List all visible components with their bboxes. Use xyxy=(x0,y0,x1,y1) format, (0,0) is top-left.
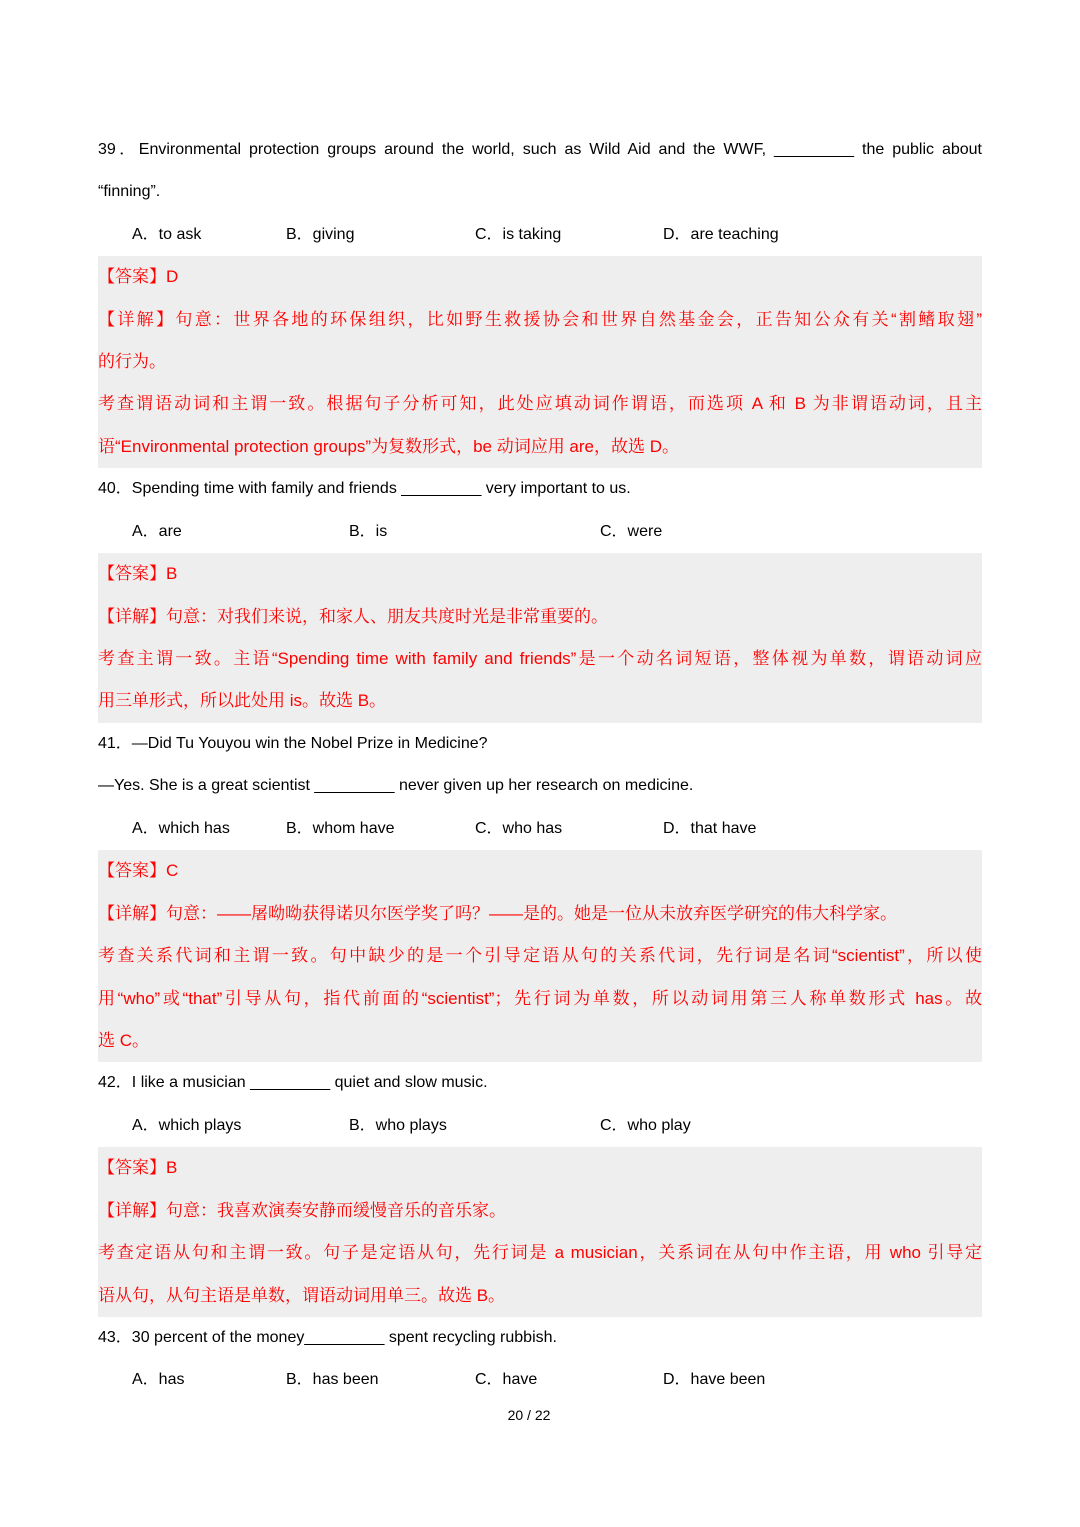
question-42 xyxy=(98,1062,982,1317)
option-b: B．has been xyxy=(286,1371,379,1389)
question-stem: —Yes. She is a great scientist _________ never given up her research on medicine. xyxy=(98,777,694,795)
options-row xyxy=(98,808,982,850)
answer-label: 【答案】B xyxy=(98,1158,178,1178)
answer-label: 【答案】B xyxy=(98,564,178,584)
explanation-line: 【详解】句意：——屠呦呦获得诺贝尔医学奖了吗？——是的。她是一位从未放弃医学研究的伟大科学家。 xyxy=(98,903,897,923)
answer-box xyxy=(98,256,982,468)
explanation-line: 的行为。 xyxy=(98,351,166,371)
question-stem: 40．Spending time with family and friends _________ very important to us. xyxy=(98,480,631,498)
question-stem: 39．Environmental protection groups around the world, such as Wild Aid and the WWF, _________ the public about xyxy=(98,140,982,158)
question-stem: 43．30 percent of the money_________ spent recycling rubbish. xyxy=(98,1329,557,1347)
explanation-line: 选 C。 xyxy=(98,1030,149,1050)
option-c: C．who has xyxy=(475,819,563,837)
option-c: C．have xyxy=(475,1371,538,1389)
option-a: A．are xyxy=(132,522,182,540)
question-stem: 42．I like a musician _________ quiet and slow music. xyxy=(98,1074,488,1092)
option-d: D．have been xyxy=(663,1371,766,1389)
answer-box xyxy=(98,850,982,1062)
options-row xyxy=(98,1105,982,1147)
answer-label: 【答案】D xyxy=(98,267,179,287)
explanation-line: 考查定语从句和主谓一致。句子是定语从句，先行词是 a musician，关系词在从句中作主语，用 who 引导定 xyxy=(98,1243,982,1263)
option-a: A．which has xyxy=(132,819,230,837)
option-c: C．who play xyxy=(600,1116,691,1134)
explanation-line: 【详解】句意：对我们来说，和家人、朋友共度时光是非常重要的。 xyxy=(98,606,608,626)
option-c: C．were xyxy=(600,522,663,540)
explanation-line: 考查谓语动词和主谓一致。根据句子分析可知，此处应填动词作谓语，而选项 A 和 B 为非谓语动词，且主 xyxy=(98,394,982,414)
answer-box xyxy=(98,1147,982,1317)
explanation-line: 【详解】句意：世界各地的环保组织，比如野生救援协会和世界自然基金会，正告知公众有关“割鳍取翅” xyxy=(98,309,982,329)
options-row xyxy=(98,511,982,553)
option-b: B．giving xyxy=(286,225,355,243)
explanation-line: 语从句，从句主语是单数，谓语动词用单三。故选 B。 xyxy=(98,1285,506,1305)
option-b: B．is xyxy=(349,522,388,540)
answer-box xyxy=(98,553,982,723)
explanation-line: 用“who”或“that”引导从句，指代前面的“scientist”；先行词为单数，所以动词用第三人称单数形式 has。故 xyxy=(98,988,982,1008)
question-39 xyxy=(98,129,982,469)
option-c: C．is taking xyxy=(475,225,562,243)
options-row xyxy=(98,214,982,256)
page-number: 20 / 22 xyxy=(507,1407,551,1423)
explanation-line: 用三单形式，所以此处用 is。故选 B。 xyxy=(98,691,387,711)
document-body xyxy=(98,129,982,1402)
explanation-line: 考查主谓一致。主语“Spending time with family and friends”是一个动名词短语，整体视为单数，谓语动词应 xyxy=(98,649,982,669)
question-stem: “finning”. xyxy=(98,183,161,201)
explanation-line: 考查关系代词和主谓一致。句中缺少的是一个引导定语从句的关系代词，先行词是名词“scientist”，所以使 xyxy=(98,946,982,966)
options-row xyxy=(98,1359,982,1401)
question-stem: 41．—Did Tu Youyou win the Nobel Prize in Medicine? xyxy=(98,734,488,752)
answer-label: 【答案】C xyxy=(98,861,179,881)
question-43 xyxy=(98,1317,982,1402)
option-b: B．who plays xyxy=(349,1116,447,1134)
question-40 xyxy=(98,468,982,723)
question-41 xyxy=(98,723,982,1063)
option-a: A．which plays xyxy=(132,1116,242,1134)
explanation-line: 【详解】句意：我喜欢演奏安静而缓慢音乐的音乐家。 xyxy=(98,1200,506,1220)
option-a: A．to ask xyxy=(132,225,202,243)
option-d: D．that have xyxy=(663,819,757,837)
option-b: B．whom have xyxy=(286,819,395,837)
explanation-line: 语“Environmental protection groups”为复数形式，be 动词应用 are，故选 D。 xyxy=(98,436,679,456)
option-a: A．has xyxy=(132,1371,185,1389)
option-d: D．are teaching xyxy=(663,225,779,243)
